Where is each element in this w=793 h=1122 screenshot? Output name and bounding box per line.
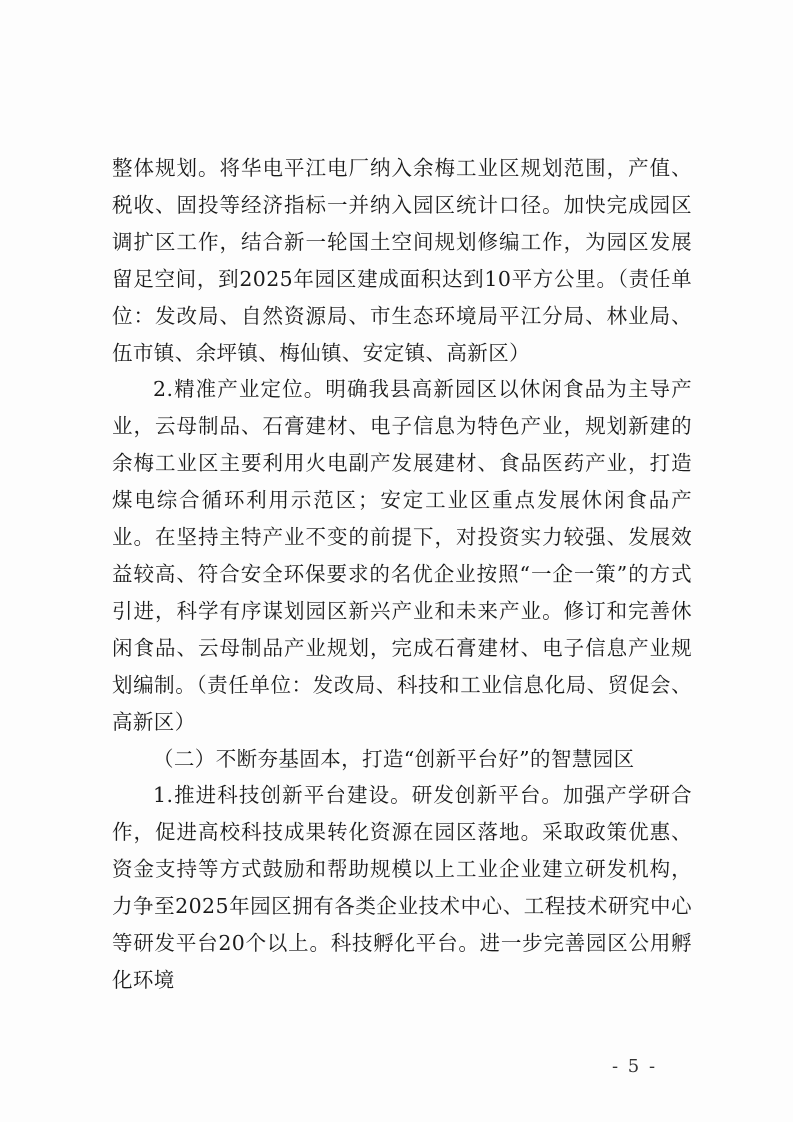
section-heading: （二）不断夯基固本，打造“创新平台好”的智慧园区 [153,746,635,771]
paragraph-industry-positioning: 2.精准产业定位。明确我县高新园区以休闲食品为主导产业，云母制品、石膏建材、电子信息为特色产业，规划新建的余梅工业区主要利用火电副产发展建材、食品医药产业，打造煤电综合循环利用示范区；安定工业区重点发展休闲食品产业。在坚持主特产业不变的前提下，对投资实力较强、发展效益较高、符合安全环保要求的名优企业按照“一企一策”的方式引进，科学有序谋划园区新兴产业和未来产业。修订和完善休闲食品、云母制品产业规划，完成石膏建材、电子信息产业规划编制。（责任单位：发改局、科技和工业信息化局、贸促会、高新区） [112,377,692,734]
paragraph-innovation-platform: 1.推进科技创新平台建设。研发创新平台。加强产学研合作，促进高校科技成果转化资源在园区落地。采取政策优惠、资金支持等方式鼓励和帮助规模以上工业企业建立研发机构，力争至2025年园区拥有各类企业技术中心、工程技术研究中心等研发平台20个以上。科技孵化平台。进一步完善园区公用孵化环境 [112,783,692,992]
body-text [112,150,692,999]
paragraph-continued: 整体规划。将华电平江电厂纳入余梅工业区规划范围，产值、税收、固投等经济指标一并纳入园区统计口径。加快完成园区调扩区工作，结合新一轮国土空间规划修编工作，为园区发展留足空间，到2025年园区建成面积达到10平方公里。（责任单位：发改局、自然资源局、市生态环境局平江分局、林业局、伍市镇、余坪镇、梅仙镇、安定镇、高新区） [112,156,692,365]
page-number: - 5 - [612,1056,658,1077]
